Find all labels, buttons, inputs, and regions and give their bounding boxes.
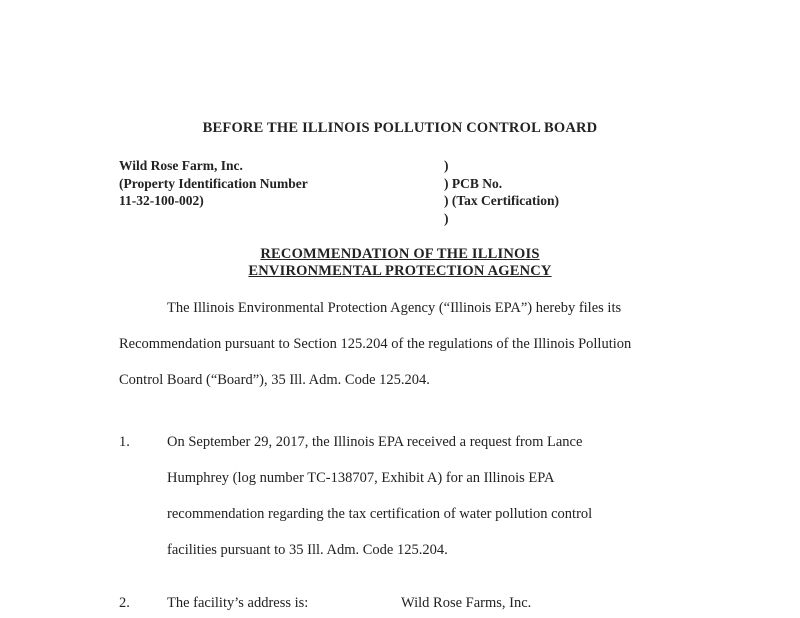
caption-property-id-label: (Property Identification Number: [119, 175, 308, 191]
intro-line-3: Control Board (“Board”), 35 Ill. Adm. Code 125.204.: [119, 372, 430, 388]
caption-case-info: [444, 157, 559, 227]
paragraph-1-line-2: Humphrey (log number TC-138707, Exhibit A) for an Illinois EPA: [167, 470, 555, 486]
paragraph-2-number: 2.: [119, 595, 130, 611]
caption-property-id-number: 11-32-100-002): [119, 193, 204, 208]
court-heading: BEFORE THE ILLINOIS POLLUTION CONTROL BOARD: [202, 120, 598, 136]
intro-line-1: The Illinois Environmental Protection Agency (“Illinois EPA”) hereby files its: [167, 300, 622, 316]
paragraph-2-address-line-1: Wild Rose Farms, Inc.: [401, 595, 532, 611]
caption-parties: [119, 157, 308, 210]
paragraph-2-label: The facility’s address is:: [167, 595, 309, 611]
document-title-line-1: RECOMMENDATION OF THE ILLINOIS: [260, 246, 540, 262]
document-title-line-2: ENVIRONMENTAL PROTECTION AGENCY: [248, 263, 552, 279]
paragraph-1-line-1: On September 29, 2017, the Illinois EPA received a request from Lance: [167, 434, 583, 450]
intro-line-2: Recommendation pursuant to Section 125.204 of the regulations of the Illinois Pollution: [119, 336, 632, 352]
caption-paren-1: ): [444, 158, 449, 173]
paragraph-1-number: 1.: [119, 434, 130, 450]
caption-pcb-number: ) PCB No.: [444, 175, 503, 191]
caption-tax-certification: ) (Tax Certification): [444, 193, 559, 208]
paragraph-1-line-3: recommendation regarding the tax certification of water pollution control: [167, 506, 593, 522]
paragraph-1-line-4: facilities pursuant to 35 Ill. Adm. Code 125.204.: [167, 542, 448, 558]
caption-paren-4: ): [444, 210, 449, 226]
caption-party-name: Wild Rose Farm, Inc.: [119, 158, 243, 173]
